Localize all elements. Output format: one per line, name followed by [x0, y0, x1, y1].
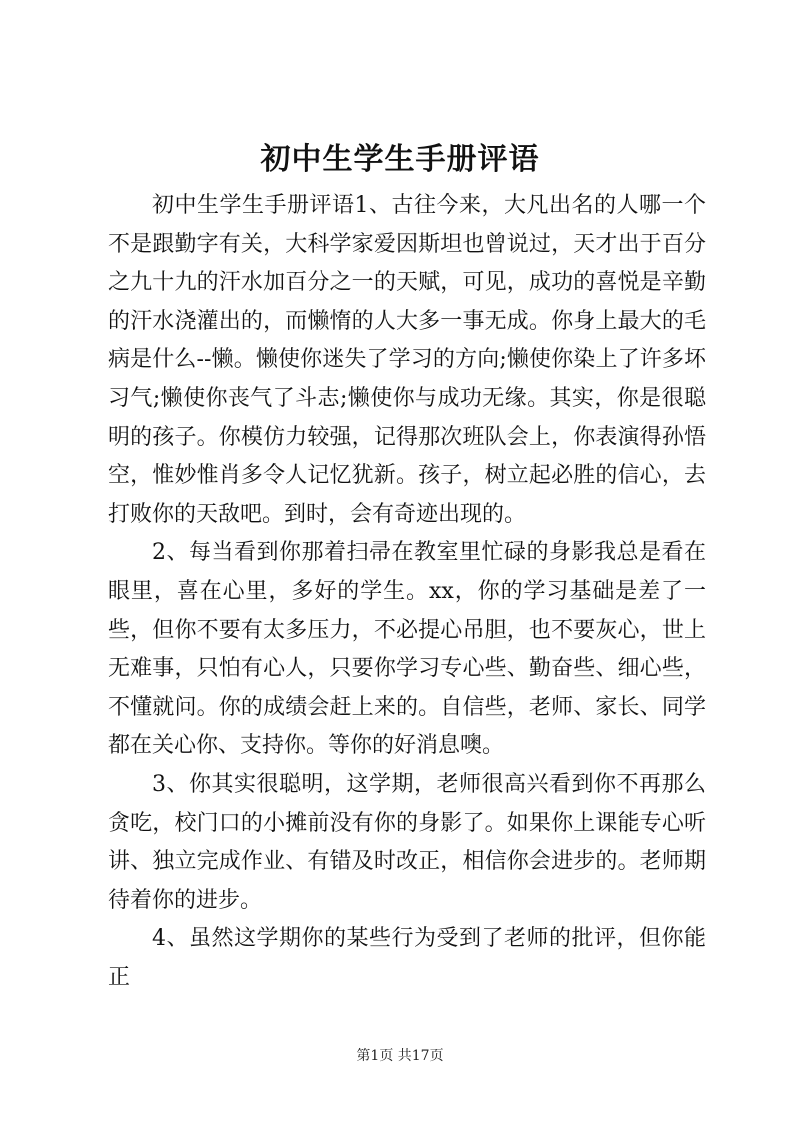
document-title: 初中生学生手册评语 — [260, 142, 540, 177]
paragraph-4: 4、虽然这学期你的某些行为受到了老师的批评，但你能正 — [108, 926, 706, 990]
paragraph-1: 初中生学生手册评语1、古往今来，大凡出名的人哪一个不是跟勤字有关，大科学家爱因斯坦也曾说过，天才出于百分之九十九的汗水加百分之一的天赋，可见，成功的喜悦是辛勤的汗水浇灌出的，而懒惰的人大多一事无成。你身上最大的毛病是什么--懒。懒使你迷失了学习的方向;懒使你染上了许多坏习气;懒使你丧气了斗志;懒使你与成功无缘。其实，你是很聪明的孩子。你模仿力较强，记得那次班队会上，你表演得孙悟空，惟妙惟肖多令人记忆犹新。孩子，树立起必胜的信心，去打败你的天敌吧。到时，会有奇迹出现的。 — [108, 193, 706, 527]
document-body — [108, 187, 706, 997]
paragraph-3: 3、你其实很聪明，这学期，老师很高兴看到你不再那么贪吃，校门口的小摊前没有你的身影了。如果你上课能专心听讲、独立完成作业、有错及时改正，相信你会进步的。老师期待着你的进步。 — [108, 771, 706, 913]
paragraph-2: 2、每当看到你那着扫帚在教室里忙碌的身影我总是看在眼里，喜在心里，多好的学生。xx，你的学习基础是差了一些，但你不要有太多压力，不必提心吊胆，也不要灰心，世上无难事，只怕有心人，只要你学习专心些、勤奋些、细心些，不懂就问。你的成绩会赶上来的。自信些，老师、家长、同学都在关心你、支持你。等你的好消息噢。 — [108, 540, 706, 759]
page-footer: 第1页 共17页 — [356, 1048, 444, 1064]
